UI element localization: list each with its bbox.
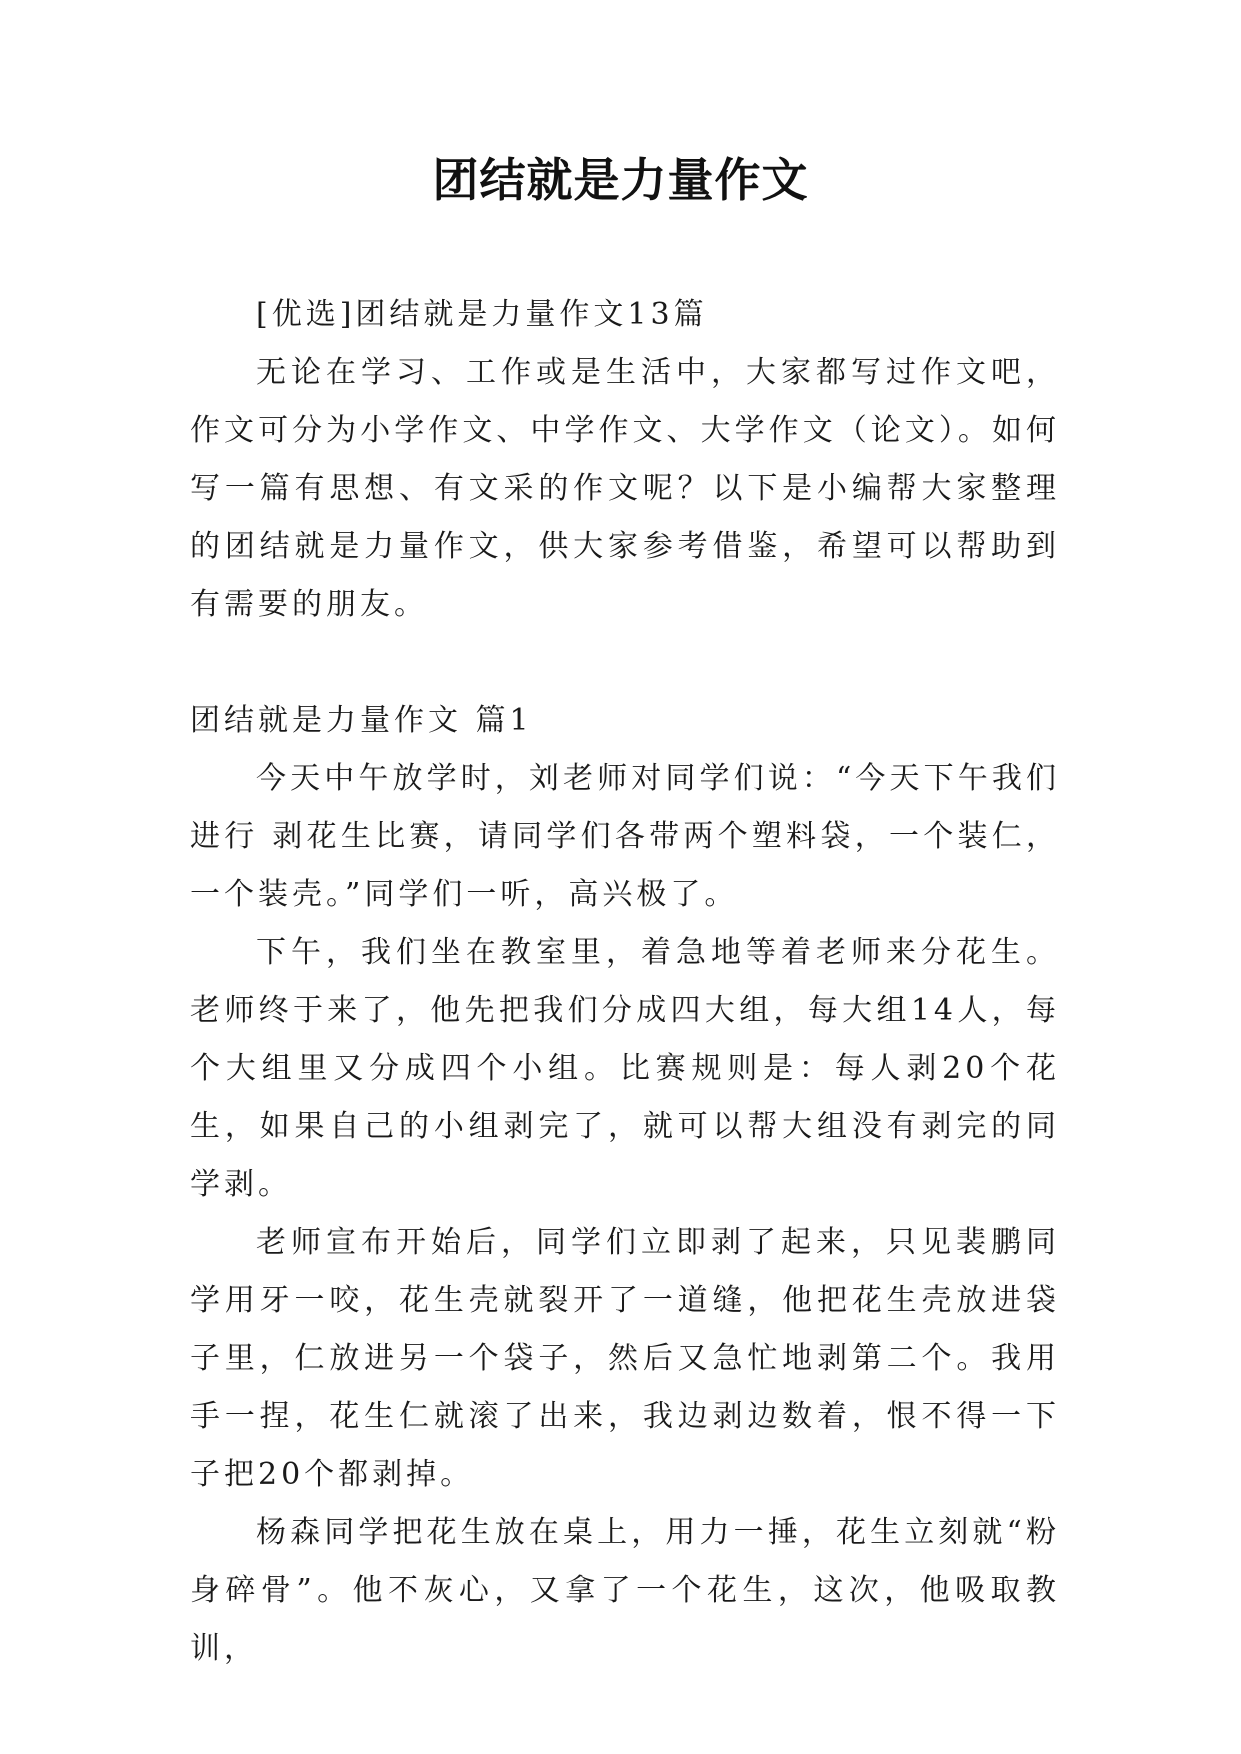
body-paragraph-4: 杨森同学把花生放在桌上，用力一捶，花生立刻就“粉身碎骨”。他不灰心，又拿了一个花生，这次，他吸取教训，	[190, 1515, 1060, 1666]
body-paragraph-1: 今天中午放学时，刘老师对同学们说：“今天下午我们进行 剥花生比赛，请同学们各带两个塑料袋，一个装仁，一个装壳。”同学们一听，高兴极了。	[190, 761, 1060, 912]
body-paragraph-3: 老师宣布开始后，同学们立即剥了起来，只见裴鹏同学用牙一咬，花生壳就裂开了一道缝，他把花生壳放进袋子里，仁放进另一个袋子，然后又急忙地剥第二个。我用手一捏，花生仁就滚了出来，我边剥边数着，恨不得一下子把20个都剥掉。	[190, 1225, 1060, 1492]
section-heading: 团结就是力量作文 篇1	[190, 703, 533, 738]
document-body	[190, 286, 1060, 1678]
intro-paragraph: 无论在学习、工作或是生活中，大家都写过作文吧，作文可分为小学作文、中学作文、大学作文（论文）。如何写一篇有思想、有文采的作文呢？以下是小编帮大家整理的团结就是力量作文，供大家参考借鉴，希望可以帮助到有需要的朋友。	[190, 355, 1060, 622]
section-spacer	[190, 634, 1060, 692]
document-title: 团结就是力量作文	[432, 153, 809, 207]
document-subtitle: [优选]团结就是力量作文13篇	[256, 297, 708, 332]
body-paragraph-2: 下午，我们坐在教室里，着急地等着老师来分花生。老师终于来了，他先把我们分成四大组，每大组14人，每个大组里又分成四个小组。比赛规则是：每人剥20个花生，如果自己的小组剥完了，就可以帮大组没有剥完的同学剥。	[190, 935, 1060, 1202]
